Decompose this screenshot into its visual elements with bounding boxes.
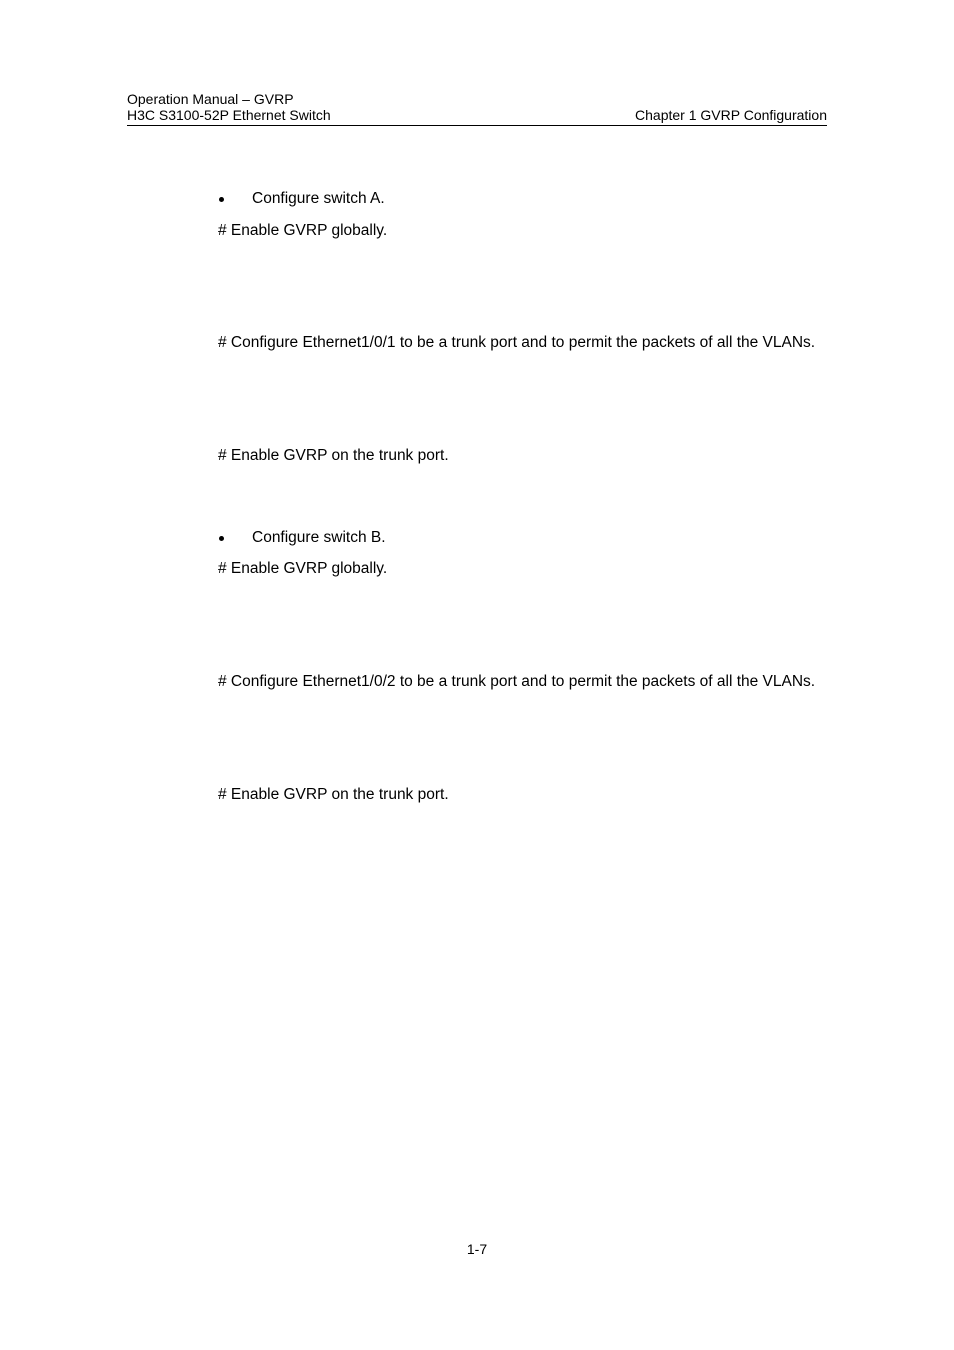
page-number: 1-7 [466,1241,488,1257]
step-enable-gvrp-globally-b: # Enable GVRP globally. [218,560,388,577]
step-enable-gvrp-globally-a: # Enable GVRP globally. [218,222,388,239]
header-left [127,91,331,123]
chapter-title: Chapter 1 GVRP Configuration [635,107,827,123]
bullet-configure-switch-a: Configure switch A. [252,190,385,207]
page-header [127,90,827,126]
step-configure-trunk-port-b: # Configure Ethernet1/0/2 to be a trunk port and to permit the packets of all the VLANs. [218,673,816,690]
step-enable-gvrp-trunk-a: # Enable GVRP on the trunk port. [218,447,449,464]
bullet-configure-switch-b: Configure switch B. [252,529,386,546]
step-enable-gvrp-trunk-b: # Enable GVRP on the trunk port. [218,786,449,803]
bullet-icon [219,197,224,202]
step-configure-trunk-port-a: # Configure Ethernet1/0/1 to be a trunk port and to permit the packets of all the VLANs. [218,334,816,351]
product-name: H3C S3100-52P Ethernet Switch [127,107,331,123]
bullet-icon [219,536,224,541]
manual-title: Operation Manual – GVRP [127,91,294,107]
